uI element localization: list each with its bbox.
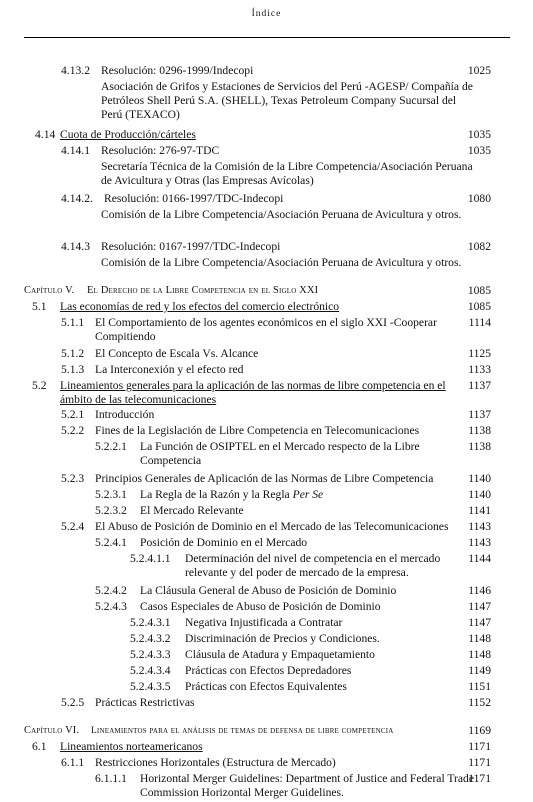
entry-page: 1140 [468,488,491,501]
entry-title: Resolución: 0167-1997/TDC-Indecopi [101,240,281,253]
entry-number: 6.1 [32,740,47,753]
entry-page: 1147 [468,616,491,629]
toc-entry-description [0,160,533,190]
entry-number: 4.14 [35,128,56,141]
entry-page: 1138 [468,440,491,453]
entry-page: 1137 [468,379,491,392]
entry-number: 5.2.3 [61,472,85,485]
entry-title: Las economías de red y los efectos del comercio electrónico [60,300,340,313]
entry-page: 1141 [468,504,491,517]
entry-number: 5.2.5 [61,696,85,709]
toc-entry [0,696,533,714]
entry-title: Fines de la Legislación de Libre Competencia en Telecomunicaciones [95,424,420,437]
entry-description: Comisión de la Libre Competencia/Asociación Peruana de Avicultura y otros. [101,256,462,269]
entry-number: 5.2.4.1 [95,536,127,549]
entry-page: 1125 [468,347,491,360]
entry-title: Prácticas con Efectos Equivalentes [185,680,347,693]
entry-title: Casos Especiales de Abuso de Posición de Dominio [140,600,381,613]
entry-number: 5.2.4.1.1 [130,552,171,565]
entry-description: Comisión de la Libre Competencia/Asociación Peruana de Avicultura y otros. [101,208,462,221]
toc-entry-description [0,80,533,126]
entry-page: 1147 [468,600,491,613]
entry-number: 5.2.3.1 [95,488,127,501]
entry-title: El Mercado Relevante [140,504,244,517]
entry-page: 1171 [468,772,491,785]
entry-title: La Interconexión y el efecto red [95,363,244,376]
entry-title: Principios Generales de Aplicación de las Normas de Libre Competencia [95,472,434,485]
entry-title: Lineamientos generales para la aplicación de las normas de libre competencia en el ámbito de las telecomunicaciones [60,379,446,406]
entry-title: El Comportamiento de los agentes económicos en el siglo XXI -Cooperar Compitiendo [95,316,437,343]
entry-page: 1171 [468,740,491,753]
entry-description: Secretaría Técnica de la Comisión de la Libre Competencia/Asociación Peruana de Avicultura y Otras (las Empresas Avícolas) [101,160,473,187]
entry-title: La Regla de la Razón y la Regla Per Se [140,488,324,501]
entry-number: 5.1.3 [61,363,85,376]
entry-number: 5.2.4 [61,520,85,533]
entry-page: 1149 [468,664,491,677]
entry-number: 5.2.2.1 [95,440,127,453]
entry-title: La Función de OSIPTEL en el Mercado respecto de la Libre Competencia [140,440,420,467]
entry-title: La Cláusula General de Abuso de Posición de Dominio [140,584,397,597]
entry-page: 1082 [467,240,491,253]
entry-page: 1152 [468,696,491,709]
entry-title: Prácticas con Efectos Depredadores [185,664,352,677]
chapter-title: El Derecho de la Libre Competencia en el Siglo XXI [87,285,319,296]
entry-number: 5.2.3.2 [95,504,127,517]
toc-entry [0,440,533,470]
entry-number: 5.2.4.3.2 [130,632,171,645]
entry-number: 5.2 [32,379,47,392]
entry-page: 1025 [467,64,491,77]
entry-number: 5.2.4.3.5 [130,680,171,693]
entry-page: 1151 [468,680,491,693]
chapter-title: Lineamientos para el análisis de temas de defensa de libre competencia [91,726,394,736]
entry-number: 6.1.1.1 [95,772,127,785]
entry-page: 1143 [468,536,491,549]
chapter-number: Capítulo V. [24,285,75,296]
entry-number: 5.2.1 [61,408,85,421]
entry-page: 1144 [468,552,491,565]
toc-entry [0,772,533,802]
entry-title: Cláusula de Atadura y Empaquetamiento [185,648,375,661]
entry-page: 1085 [467,300,491,313]
header-rule [24,37,510,38]
entry-page: 1171 [468,756,491,769]
chapter-number: Capítulo VI. [24,725,80,736]
entry-title: Discriminación de Precios y Condiciones. [185,632,380,645]
toc-entry [0,316,533,346]
entry-title: Resolución: 276-97-TDC [101,144,220,157]
running-header: Índice [251,9,282,19]
entry-page: 1035 [467,128,491,141]
entry-title: El Abuso de Posición de Dominio en el Mercado de las Telecomunicaciones [95,520,449,533]
entry-title: Posición de Dominio en el Mercado [140,536,308,549]
entry-number: 5.2.4.3.4 [130,664,171,677]
entry-number: 5.1 [32,300,47,313]
entry-page: 1080 [467,192,491,205]
entry-title: Lineamientos norteamericanos [60,740,203,753]
entry-page: 1148 [468,632,491,645]
latin-term: Per Se [292,488,324,501]
entry-title: Cuota de Producción/cárteles [60,128,196,141]
toc-entry [0,552,533,582]
entry-page: 1138 [468,424,491,437]
entry-number: 5.2.4.3 [95,600,127,613]
entry-page: 1169 [468,724,491,737]
entry-number: 5.2.4.3.1 [130,616,171,629]
entry-number: 4.14.1 [61,144,90,157]
entry-description: Asociación de Grifos y Estaciones de Servicios del Perú -AGESP/ Compañía de Petróleos Shell Perú S.A. (SHELL), Texas Petroleum Company Sucursal del Perú (TEXACO) [101,80,473,121]
entry-title: Restricciones Horizontales (Estructura de Mercado) [95,756,336,769]
toc-entry-description [0,256,533,286]
entry-number: 5.1.1 [61,316,85,329]
entry-page: 1140 [468,472,491,485]
entry-number: 5.2.2 [61,424,85,437]
entry-title: Determinación del nivel de competencia en el mercado relevante y del poder de mercado de la empresa. [185,552,441,579]
entry-number: 5.2.4.2 [95,584,127,597]
entry-number: 5.1.2 [61,347,85,360]
entry-page: 1148 [468,648,491,661]
entry-number: 4.13.2 [61,64,90,77]
entry-number: 4.14.2. [61,192,93,205]
entry-title: Introducción [95,408,155,421]
entry-page: 1085 [467,284,491,297]
entry-number: 4.14.3 [61,240,90,253]
entry-page: 1146 [468,584,491,597]
entry-title: El Concepto de Escala Vs. Alcance [95,347,259,360]
entry-title: Resolución: 0166-1997/TDC-Indecopi [104,192,284,205]
entry-page: 1133 [468,363,491,376]
entry-title: Prácticas Restrictivas [95,696,195,709]
entry-page: 1035 [467,144,491,157]
entry-number: 6.1.1 [61,756,85,769]
entry-title: Resolución: 0296-1999/Indecopi [101,64,254,77]
entry-page: 1114 [468,316,491,329]
entry-page: 1137 [468,408,491,421]
entry-number: 5.2.4.3.3 [130,648,171,661]
entry-page: 1143 [468,520,491,533]
toc-entry [0,379,533,409]
entry-title: Negativa Injustificada a Contratar [185,616,343,629]
toc-entry-description [0,208,533,238]
entry-title: Horizontal Merger Guidelines: Department of Justice and Federal Trade Commission Horizontal Merger Guidelines. [140,772,474,799]
